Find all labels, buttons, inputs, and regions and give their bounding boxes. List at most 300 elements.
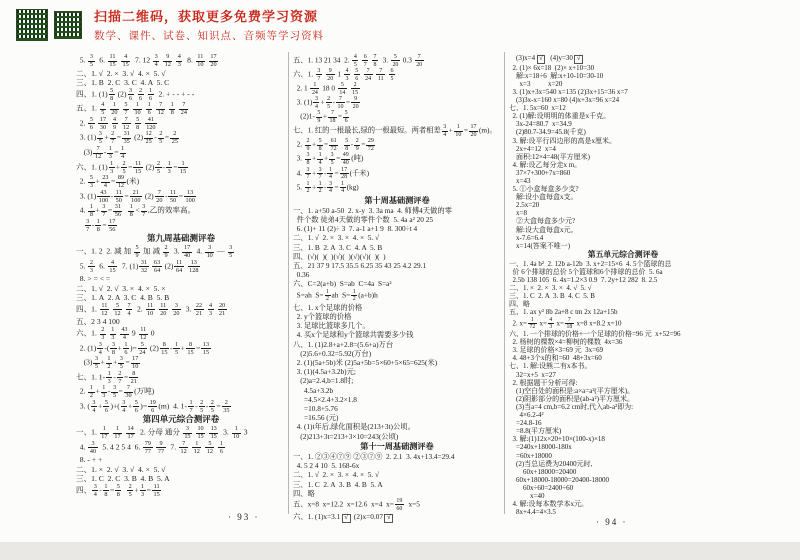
column-divider (504, 52, 505, 514)
fraction: $\frac{11}{12}$ (101, 301, 108, 317)
fraction: $\frac{11}{15}$ (153, 482, 160, 498)
fraction: $\frac{89}{12}$ (117, 174, 125, 190)
fraction: $\frac{11}{10}$ (147, 301, 154, 317)
answer-line: 三、1. B 2. C 3. C 4. A 5. C (76, 78, 170, 88)
fraction: $\frac{3}{5}$ (89, 53, 93, 69)
fraction: $\frac{1}{3}$ (110, 159, 114, 175)
page-number-93: · 93 · (228, 512, 260, 522)
fraction: $\frac{1}{3}$ (102, 384, 106, 400)
fraction: $\frac{3}{7}$ (318, 166, 322, 181)
fraction: $\frac{2}{6}$ (139, 86, 143, 102)
fraction: $\frac{3}{7}$ (102, 203, 106, 219)
answer-line: 三、1. C 2. A 3. B 4. C 5. B (509, 292, 595, 301)
fraction: $\frac{5}{6}$ (344, 110, 348, 125)
fraction: $\frac{1}{4}$ (121, 145, 125, 161)
answer-line: 5. $\frac{2}{3}$ 6. $\frac{4}{15}$ 7. (1) $\frac{31}{32}$ $\frac{63}{64}$ (2) $\frac{11}{64}$ $\frac{13}{128}$ (76, 258, 199, 274)
fraction: $\frac{5}{12}$ (114, 301, 121, 317)
answer-line: 5. $\frac{1}{2}$ + $\frac{1}{2}$ - $\frac{3}{4}$ = $\frac{1}{4}$ (kg) (293, 180, 359, 195)
fraction: $\frac{11}{50}$ (169, 188, 177, 204)
fraction: $\frac{4}{3}$ (549, 316, 553, 331)
answer-line: 60x+18000-18000=20400-18000 (509, 475, 610, 484)
answer-line: =10.8+5.76 (293, 403, 338, 413)
fraction: $\frac{13}{15}$ (202, 340, 210, 356)
fraction: $\frac{1}{10}$ (134, 101, 141, 117)
answer-line: x=3 x=20 (509, 79, 563, 88)
fraction: $\frac{1}{8}$ (170, 101, 174, 117)
fraction: $\frac{3}{4}$ (154, 53, 158, 69)
section-title: 第五单元综合测评卷 (587, 249, 659, 259)
answer-line: =24.8-16 (509, 419, 542, 428)
fraction: $\frac{5}{20}$ (392, 54, 399, 68)
fraction: $\frac{11}{10}$ (197, 53, 204, 69)
page-number-94: · 94 · (596, 517, 628, 527)
fraction: $\frac{2}{5}$ (122, 159, 126, 175)
fraction: $\frac{1}{3}$ (167, 159, 171, 175)
fraction: $\frac{22}{21}$ (195, 301, 203, 317)
fraction: $\frac{1}{8}$ (96, 217, 100, 233)
fraction: $\frac{7}{10}$ (337, 96, 344, 110)
answer-line: 3. 解:设平行四边形的高是x厘米。 (509, 136, 616, 145)
answer-line: 2. $\frac{1}{2}$ + $\frac{1}{3}$ - $\frac{3}{5}$ = $\frac{7}{30}$ (万吨) (76, 384, 155, 400)
answer-line: (3) $\frac{7}{12}$ - $\frac{1}{3}$ = $\frac{1}{4}$ (76, 145, 125, 161)
answer-line: 七、1. 5x=60 x=12 (509, 104, 566, 113)
answer-line: 一、1. 4a b² 2. 12b a-12b 3. x+2=15×6 4. 5个篮球的总 (509, 259, 672, 268)
answer-line: 件个数 徒弟4天做的零件个数 5. 4a a² 20 25 (293, 215, 434, 225)
answer-line: 8. > = < = (76, 274, 111, 284)
fraction: $\frac{3}{10}$ (206, 243, 213, 259)
answer-line: 2.5x=20 (509, 201, 540, 210)
fraction: $\frac{1}{12}$ (193, 439, 200, 455)
fraction: $\frac{2}{5}$ (128, 482, 132, 498)
fraction: $\frac{12}{25}$ (145, 130, 152, 146)
fraction: $\frac{2}{5}$ (156, 159, 161, 175)
answer-line: 二、1. √ 2. √ 3. × 4. × 5. × (76, 283, 166, 293)
fraction: $\frac{1}{6}$ (149, 86, 153, 102)
fraction: $\frac{10}{15}$ (197, 425, 204, 441)
fraction: $\frac{3}{4}$ (93, 482, 97, 498)
fraction: $\frac{4}{15}$ (109, 258, 116, 274)
answer-line: 五、1. ax y² 8b 2a+8 c tm 2x 12a+15b (509, 308, 618, 317)
fraction: $\frac{7}{12}$ (157, 101, 164, 117)
answer-line: (2)1- $\frac{5}{9}$ + $\frac{7}{18}$ = $\frac{5}{6}$ (293, 110, 348, 125)
answer-line: 三、1. B 2. A 3. C 4. A 5. B (293, 242, 383, 252)
header-subtitle: 数学、课件、试卷、知识点、音频等学习资料 (94, 31, 324, 42)
fraction: $\frac{5}{6}$ (104, 398, 108, 414)
answer-line: 5. $\frac{3}{5}$ 6. $\frac{11}{15}$ $\frac{4}{15}$ 7. 12 $\frac{3}{4}$ $\frac{9}{12}$ $\frac{4}{3}$ 8. $\frac{11}{10}$ $\frac{17}{20}$ (76, 53, 217, 69)
fraction: $\frac{7}{30}$ (125, 384, 132, 400)
fraction: $\frac{43}{4}$ (121, 326, 128, 342)
answer-line: 六、1. (1) $\frac{1}{3}$ + $\frac{2}{5}$ = $\frac{11}{15}$ (2) $\frac{2}{5}$ - $\frac{1}{3}$ = $\frac{1}{15}$ (76, 159, 187, 175)
answer-line: 2. $\frac{5}{6}$ $\frac{17}{30}$ $\frac{4}{9}$ $\frac{7}{12}$ $\frac{5}{8}$ $\frac{41}{120}$ (76, 115, 156, 131)
answer-line: 四、(√)( )( )(√)( )(√)(√)( )( ) (293, 251, 386, 261)
fraction: $\frac{13}{128}$ (189, 258, 199, 274)
fraction: $\frac{2}{9}$ (355, 138, 359, 153)
answer-line: 3. 足球的价格×3=69 元 3x=69 (509, 346, 604, 355)
fraction: $\frac{3}{7}$ (317, 68, 321, 82)
answer-line: =240x+18000-180x (509, 443, 572, 452)
answer-line: 2. (1)× 6x=18 (2)× x+10=30 (509, 63, 595, 72)
checkbox-mark: √ (537, 55, 546, 64)
fraction: $\frac{3}{5}$ (94, 355, 99, 371)
answer-line: 3. ( $\frac{3}{4}$ + $\frac{5}{6}$ )+( $\frac{3}{4}$ + $\frac{5}{6}$ )= $\frac{19}{6}$ (m) 4. 1- $\frac{1}{7}$ - $\frac{2}{5}$ - $\frac{2}{5}$ = $\frac{2}{35}$ (76, 398, 230, 414)
answer-line: 二、1. × 2. √ 3. √ 4. × 5. √ (76, 464, 166, 474)
answer-line: x-7.6=6.4 (509, 233, 544, 242)
fraction: $\frac{3}{5}$ (119, 355, 123, 371)
fraction: $\frac{1}{2}$ (318, 180, 322, 195)
qr-code (16, 9, 48, 41)
fraction: $\frac{61}{72}$ (330, 138, 337, 153)
fraction: $\frac{4}{3}$ (345, 68, 349, 82)
answer-line: 八、1. (1)2.8+a+2.8=(5.6+a)万台 (293, 339, 394, 349)
fraction: $\frac{2}{9}$ (164, 243, 168, 259)
fraction: $\frac{3}{4}$ (328, 180, 332, 195)
fraction: $\frac{7}{18}$ (329, 110, 336, 125)
fraction: $\frac{1}{2}$ (352, 288, 356, 303)
fraction: $\frac{3}{7}$ (306, 166, 310, 181)
fraction: $\frac{1}{6}$ (124, 340, 128, 356)
fraction: $\frac{7}{12}$ (123, 115, 130, 131)
fraction: $\frac{11}{15}$ (134, 159, 142, 175)
fraction: $\frac{31}{32}$ (140, 258, 148, 274)
fraction: $\frac{2}{3}$ (89, 258, 93, 274)
answer-line: 3. (1) $\frac{43}{100}$ - $\frac{11}{50}$ = $\frac{21}{100}$ (2) $\frac{7}{20}$ - $\frac{11}{50}$ = $\frac{13}{100}$ (76, 188, 195, 204)
fraction: $\frac{4}{3}$ (177, 53, 181, 69)
fraction: $\frac{11}{15}$ (109, 53, 116, 69)
answer-line: (2)a=2.4,b=1.8时; (293, 376, 354, 386)
answer-line: 3. $\frac{3}{8}$ + $\frac{1}{4}$ + $\frac{3}{5}$ = $\frac{49}{40}$ (吨) (293, 152, 364, 167)
fraction: $\frac{11}{12}$ (140, 326, 147, 342)
answer-line: 二、1. √ 2. × 3. √ 4. × 5. √ (76, 68, 166, 78)
fraction: $\frac{7}{18}$ (566, 316, 573, 331)
fraction: $\frac{1}{4}$ (318, 152, 322, 167)
answer-line: 三、1. C 2. A 3. B 4. B 5. A (293, 479, 383, 489)
fraction: $\frac{21}{100}$ (131, 188, 141, 204)
fraction: $\frac{8}{21}$ (130, 369, 137, 385)
fraction: $\frac{4}{3}$ (209, 301, 213, 317)
answer-line: 2. y个篮球的价格 (293, 311, 352, 321)
answer-line: 价 6个排球的总价 5个篮球和6个排球的总价 5. 6a (509, 268, 663, 276)
fraction: $\frac{1}{2}$ (306, 180, 310, 195)
fraction: $\frac{1}{24}$ (311, 82, 318, 96)
fraction: $\frac{19}{6}$ (149, 398, 156, 414)
fraction: $\frac{3}{15}$ (184, 425, 191, 441)
fraction: $\frac{17}{56}$ (109, 217, 116, 233)
answer-line: 4. 解:设乙每分走x m。 (509, 160, 582, 169)
answer-line: 2. 根据题干分析可得: (509, 378, 578, 387)
answer-line: (3)3x-x=160 x=80 (4)x+3x=96 x=24 (509, 96, 620, 105)
answer-line: =4.5×2.4+3.2×1.8 (293, 394, 357, 404)
answer-line: 32=x+5 x=27 (509, 370, 556, 379)
fraction: $\frac{63}{64}$ (153, 258, 161, 274)
fraction: $\frac{9}{20}$ (327, 68, 334, 82)
fraction: $\frac{2}{5}$ (210, 398, 214, 414)
fraction: $\frac{7}{12}$ (94, 145, 102, 161)
fraction: $\frac{1}{72}$ (529, 316, 536, 331)
answer-line: 一、1. 2 2. 减 加 $\frac{5}{9}$ 加 减 $\frac{2}{9}$ 3. $\frac{17}{40}$ 4. $\frac{3}{10}$ — $\frac{3}{5}$ (76, 243, 233, 259)
answer-line: 3. (1)(4.5a+3.2b)元; (293, 367, 356, 377)
fraction: $\frac{7}{11}$ (377, 68, 384, 82)
section-title: 第九周基础测评卷 (146, 233, 215, 244)
answer-line: 6. (1)+ 11 (2)÷ 3 7. a-1 a+1 9 8. 300÷t 4 (293, 224, 418, 234)
answer-line: (2)5.6+0.32=5.92(万台) (293, 348, 372, 358)
answer-line: x=40 (509, 491, 545, 500)
checkbox-mark: √ (574, 55, 583, 64)
fraction: $\frac{7}{8}$ (373, 54, 377, 68)
answer-line: 4. 买x个足球和y个篮球共需要多少钱 (293, 330, 414, 340)
fraction: $\frac{5}{6}$ (134, 398, 138, 414)
answer-line: S=ah S= $\frac{1}{2}$ ah S= $\frac{1}{2}$ (a+b)h (293, 288, 378, 303)
fraction: $\frac{13}{100}$ (185, 188, 195, 204)
fraction: $\frac{1}{3}$ (111, 326, 115, 342)
section-title: 第十周基础测评卷 (364, 195, 430, 205)
column-divider (288, 52, 289, 514)
fraction: $\frac{7}{20}$ (156, 188, 163, 204)
answer-line: 七、1. 红的一根最长,绿的一根最短。两者相差 $\frac{3}{4}$ + $\frac{1}{10}$ = $\frac{17}{20}$ (m)。 (293, 124, 497, 139)
fraction: $\frac{17}{20}$ (470, 124, 477, 139)
fraction: $\frac{7}{4}$ (127, 301, 131, 317)
fraction: $\frac{3}{5}$ (98, 130, 102, 146)
fraction: $\frac{1}{10}$ (233, 425, 240, 441)
answer-line: 4. $\frac{3}{7}$ + $\frac{3}{7}$ - $\frac{1}{4}$ = $\frac{17}{28}$ (千米) (293, 166, 370, 181)
fraction: $\frac{2}{35}$ (223, 398, 230, 414)
fraction: $\frac{5}{8}$ (318, 138, 322, 153)
fraction: $\frac{49}{40}$ (342, 152, 349, 167)
fraction: $\frac{9}{12}$ (164, 53, 171, 69)
fraction: $\frac{4}{5}$ (353, 54, 357, 68)
fraction: $\frac{3}{4}$ (92, 398, 96, 414)
fraction: $\frac{11}{50}$ (115, 188, 122, 204)
answer-line: 二、1. √ 2. × 3. × 4. × 5. √ (293, 233, 380, 243)
fraction: $\frac{13}{15}$ (210, 425, 217, 441)
answer-line: 2. $\frac{2}{9}$ + $\frac{5}{8}$ = $\frac{61}{72}$ $\frac{5}{8}$ - $\frac{2}{9}$ = $\frac{29}{72}$ (293, 138, 374, 153)
fraction: $\frac{1}{2}$ (326, 288, 330, 303)
fraction: $\frac{7}{24}$ (180, 101, 187, 117)
answer-line: 4. 5 2 4 10 5. 168-6x (293, 461, 360, 471)
answer-line: =16.56 (元) (293, 413, 339, 423)
fraction: $\frac{19}{60}$ (396, 497, 403, 512)
fraction: $\frac{2}{7}$ (118, 369, 122, 385)
fraction: $\frac{4}{5}$ (101, 101, 105, 117)
fraction: $\frac{2}{5}$ (200, 398, 204, 414)
fraction: $\frac{3}{4}$ (443, 124, 447, 139)
fraction: $\frac{17}{10}$ (132, 355, 139, 371)
answer-line: 六、1. $\frac{3}{7}$ $\frac{9}{20}$ 1 $\frac{4}{3}$ $\frac{5}{6}$ $\frac{7}{24}$ $\frac{7}{11}$ $\frac{6}{5}$ (293, 68, 394, 82)
fraction: $\frac{2}{15}$ (352, 82, 359, 96)
answer-line: 六、1. 一个排球的价格+一个足球的价格=96 元 x+52=96 (509, 330, 681, 339)
fraction: $\frac{7}{24}$ (365, 68, 372, 82)
fraction: $\frac{5}{9}$ (135, 243, 139, 259)
fraction: $\frac{1}{6}$ (147, 101, 151, 117)
answer-line: 37×7+300+7x=860 (509, 168, 571, 177)
answer-line: 七、1. 解:设熊二有x本书。 (509, 362, 592, 371)
answer-line: 8x+4.4=4×3.5 (509, 508, 556, 517)
fraction: $\frac{5}{24}$ (139, 340, 146, 356)
fraction: $\frac{1}{17}$ (114, 425, 121, 441)
answer-line: 解:设大盒每盒x元。 (509, 225, 578, 234)
fraction: $\frac{1}{4}$ (341, 180, 345, 195)
fraction: $\frac{3}{5}$ (229, 243, 233, 259)
answer-line: 4. 解:设每本数学本x元。 (509, 500, 588, 509)
answer-line: 五、1. $\frac{4}{5}$ $\frac{1}{20}$ $\frac{5}{7}$ $\frac{1}{10}$ $\frac{1}{6}$ $\frac{7}{12}$ $\frac{1}{8}$ $\frac{7}{24}$ (76, 101, 187, 117)
answer-line: 2. 杨树的棵数×4=柳树的棵数 4x=36 (509, 338, 623, 347)
answer-line: 四、1. $\frac{11}{12}$ $\frac{5}{12}$ $\frac{7}{4}$ 2. $\frac{11}{10}$ $\frac{11}{20}$ $\frac{3}{20}$ 3. $\frac{22}{21}$ $\frac{4}{3}$ $\frac{20}{21}$ (76, 301, 226, 317)
answer-line: 三、1. A 2. A 3. C 4. B 5. B (76, 293, 170, 303)
answer-line: 3. 足球比篮球多几个。 (293, 321, 370, 331)
answer-line: 二、1. √ 2. × 3. × 4. × 5. √ (293, 470, 380, 480)
answer-line: 一、1. $\frac{1}{17}$ $\frac{1}{17}$ $\frac{14}{17}$ 2. 分母 通分 $\frac{3}{15}$ $\frac{10}{15}$ $\frac{13}{15}$ 3. $\frac{1}{10}$ 3 (76, 425, 248, 441)
fraction: $\frac{7}{20}$ (416, 54, 423, 68)
answer-line: 2. (1)解:设明明的体重是x千克。 (509, 112, 611, 121)
fraction: $\frac{79}{77}$ (144, 439, 151, 455)
fraction: $\frac{31}{56}$ (114, 203, 121, 219)
answer-line: 4. $\frac{1}{8}$ + $\frac{3}{7}$ = $\frac{31}{56}$ $\frac{1}{8}$ < $\frac{3}{7}$ ,乙的效率高。 (76, 203, 196, 219)
fraction: $\frac{1}{3}$ (108, 145, 112, 161)
fraction: $\frac{3}{20}$ (173, 301, 180, 317)
answer-column-left (76, 54, 286, 498)
answer-line: (2)80.7-34.9=45.8(千克) (509, 128, 586, 137)
fraction: $\frac{5}{8}$ (136, 115, 140, 131)
fraction: $\frac{3}{40}$ (89, 439, 97, 455)
answer-line: 五、21 37 9 17.5 35.5 6.25 35 43 25 4.2 29.1 (293, 261, 427, 271)
fraction: $\frac{9}{20}$ (352, 96, 359, 110)
answer-line: (2)213+3t=213+3×10=243(公顷) (293, 431, 399, 441)
fraction: $\frac{5}{8}$ (345, 138, 349, 153)
answer-line: 3. (1) $\frac{3}{5}$ + $\frac{2}{7}$ = $\frac{31}{35}$ (2) $\frac{12}{25}$ - $\frac{2}{5}$ = $\frac{2}{25}$ (76, 130, 178, 146)
answer-line: 七、1. x个足球的价格 (293, 302, 363, 312)
fraction: $\frac{1}{8}$ (104, 482, 108, 498)
fraction: $\frac{5}{8}$ (116, 482, 120, 498)
fraction: $\frac{1}{6}$ (219, 439, 223, 455)
fraction: $\frac{3}{8}$ (306, 152, 310, 167)
answer-line: 2. (1)(5a+5b)米 (2)5a+5b=5×60+5×65=625(米) (293, 357, 438, 367)
fraction: $\frac{3}{4}$ (122, 398, 126, 414)
answer-line: (3)x=4 √ (4)y=30 √ (509, 54, 737, 64)
checkbox-mark: √ (384, 514, 393, 523)
fraction: $\frac{5}{6}$ (355, 68, 359, 82)
fraction: $\frac{43}{100}$ (98, 188, 109, 204)
section-title: 第十一周基础测评卷 (360, 441, 434, 451)
answer-line: =8.8(平方厘米) (509, 427, 562, 436)
fraction: $\frac{23}{4}$ (102, 174, 109, 190)
fraction: $\frac{1}{2}$ (107, 355, 111, 371)
fraction: $\frac{11}{64}$ (175, 258, 183, 274)
fraction: $\frac{1}{10}$ (455, 124, 462, 139)
answer-line: 2. x= $\frac{1}{72}$ x= $\frac{4}{3}$ x= $\frac{7}{18}$ x=8 x=8.2 x=10 (509, 316, 622, 331)
answer-line: x=43 (509, 176, 531, 185)
answer-line: x=14(答案不唯一) (509, 241, 571, 250)
answer-line: 3. (1) $\frac{3}{4}$ + $\frac{2}{5}$ - $\frac{7}{10}$ = $\frac{9}{20}$ (293, 96, 359, 110)
answer-line: 五、1. 13 21 34 2. $\frac{4}{5}$ $\frac{6}{7}$ $\frac{7}{8}$ 3. $\frac{5}{20}$ 0.3 $\frac{7}{20}$ (293, 54, 423, 68)
answer-line: 2x+4=12 x=4 (509, 144, 556, 153)
fraction: $\frac{2}{5}$ (159, 130, 163, 146)
fraction: $\frac{1}{8}$ (89, 203, 93, 219)
fraction: $\frac{5}{7}$ (124, 101, 128, 117)
answer-line: 2.5b 138 105 6. 4x=1.2×3 0.9 7. 2y+12 282 8. 2.5 (509, 276, 658, 285)
fraction: $\frac{41}{120}$ (146, 115, 156, 131)
fraction: $\frac{5}{6}$ (89, 115, 93, 131)
answer-line: 8. - + + (76, 455, 103, 465)
answer-line: 5. ①小盒每盒多少支? (509, 185, 579, 194)
fraction: $\frac{3}{5}$ (112, 384, 117, 400)
fraction: $\frac{17}{20}$ (210, 53, 217, 69)
answer-line: 七、1. 1- $\frac{1}{3}$ - $\frac{2}{7}$ = $\frac{8}{21}$ (76, 369, 137, 385)
fraction: $\frac{1}{17}$ (101, 425, 108, 441)
qr-code (54, 11, 82, 39)
answer-line: 一、1. ②③④⑦⑨ ②③⑦⑨ 2. 2.1 3. 4x+13.4=29.4 (293, 451, 455, 461)
answer-line: =60x+18000 (509, 451, 552, 460)
fraction: $\frac{2}{5}$ (327, 96, 331, 110)
answer-column-right (509, 54, 737, 516)
answer-line: 六、1. (1)x=3.1 √ (2)x=0.07 √ (293, 512, 501, 523)
fraction: $\frac{3}{8}$ (111, 340, 116, 356)
fraction: $\frac{2}{25}$ (171, 130, 178, 146)
answer-line: 解:设小盒每盒x支。 (509, 193, 578, 202)
fraction: $\frac{3}{4}$ (98, 340, 102, 356)
fraction: $\frac{4}{9}$ (113, 115, 117, 131)
answer-line: 四、1. (1) $\frac{5}{8}$ (2) $\frac{3}{6}$ $\frac{2}{6}$ $\frac{1}{6}$ 2. + - - + - - (76, 86, 195, 102)
fraction: $\frac{1}{3}$ (107, 369, 111, 385)
fraction: $\frac{3}{5}$ (330, 152, 334, 167)
fraction: $\frac{20}{21}$ (219, 301, 226, 317)
answer-line: $\frac{3}{7}$ - $\frac{1}{8}$ = $\frac{17}{56}$ (86, 217, 116, 233)
answer-line: 4. 48+3个x的和=60 48+3x=60 (509, 354, 602, 363)
fraction: $\frac{17}{40}$ (183, 243, 191, 259)
answer-line: 四、 $\frac{3}{4}$ - $\frac{1}{8}$ = $\frac{5}{8}$ $\frac{2}{5}$ + $\frac{1}{3}$ = $\frac{11}{15}$ (76, 482, 160, 498)
fraction: $\frac{8}{15}$ (187, 340, 194, 356)
fraction: $\frac{29}{72}$ (367, 138, 374, 153)
fraction: $\frac{3}{6}$ (129, 86, 133, 102)
fraction: $\frac{5}{9}$ (317, 110, 321, 125)
fraction: $\frac{17}{30}$ (99, 115, 107, 131)
answer-line: ②大盒每盒多少元? (509, 217, 576, 226)
fraction: $\frac{2}{7}$ (111, 130, 115, 146)
scan-edge-shadow (0, 542, 800, 560)
fraction: $\frac{14}{17}$ (127, 425, 134, 441)
answer-line: x=8 (509, 209, 527, 218)
answer-line: (3) $\frac{3}{5}$ + $\frac{1}{2}$ + $\frac{3}{5}$ = $\frac{17}{10}$ (76, 355, 139, 371)
answer-line: 2. 1 $\frac{1}{24}$ 18 0 $\frac{5}{14}$ $\frac{2}{15}$ (293, 82, 359, 96)
header-slogan: 扫描二维码，获取更多免费学习资源 (94, 9, 319, 24)
fraction: $\frac{1}{4}$ (328, 166, 332, 181)
answer-line: 0.36 (293, 270, 310, 280)
fraction: $\frac{31}{35}$ (123, 130, 130, 146)
answer-line: 4. (1)t年后,绿化面积是(213+3t)公顷。 (293, 422, 415, 432)
answer-line: 4.5a+3.2b (293, 385, 334, 395)
fraction: $\frac{6}{5}$ (390, 68, 394, 82)
fraction: $\frac{5}{14}$ (339, 82, 346, 96)
fraction: $\frac{3}{7}$ (86, 217, 90, 233)
answer-line: 五、x=8 x=12.2 x=12.6 x=4 x= $\frac{19}{60}$ x=5 (293, 497, 420, 512)
answer-line: 3x-24=80.7 x=34.9 (509, 120, 572, 129)
answer-line: 四、略 (293, 488, 315, 498)
fraction: $\frac{2}{9}$ (306, 138, 310, 153)
fraction: $\frac{3}{7}$ (142, 203, 146, 219)
answer-line: 60x÷60=2400÷60 (509, 483, 574, 492)
fraction: $\frac{9}{77}$ (157, 439, 165, 455)
fraction: $\frac{5}{8}$ (110, 86, 114, 102)
answer-line: 四、略 (509, 300, 530, 309)
page-header (16, 6, 324, 43)
fraction: $\frac{1}{3}$ (141, 482, 145, 498)
answer-line: 六、C=2(a+b) S=ab C=4a S=a² (293, 279, 392, 289)
answer-line: 4. $\frac{3}{40}$ 5. 4 2 5 4 6. $\frac{79}{77}$ $\frac{9}{77}$ 7. $\frac{7}{12}$ $\frac{1}{12}$ $\frac{5}{12}$ $\frac{1}{6}$ (76, 439, 223, 455)
answer-line: 解:x=18÷6 解:x+10-10=30-10 (509, 71, 604, 80)
answer-line: 3. (1)x+3x=540 x=135 (2)3x+15=36 x=7 (509, 87, 628, 96)
fraction: $\frac{17}{28}$ (341, 166, 348, 181)
fraction: $\frac{7}{12}$ (180, 439, 187, 455)
answer-line: (2)当总运费为20400元时, (509, 459, 593, 468)
fraction: $\frac{2}{3}$ (101, 326, 105, 342)
